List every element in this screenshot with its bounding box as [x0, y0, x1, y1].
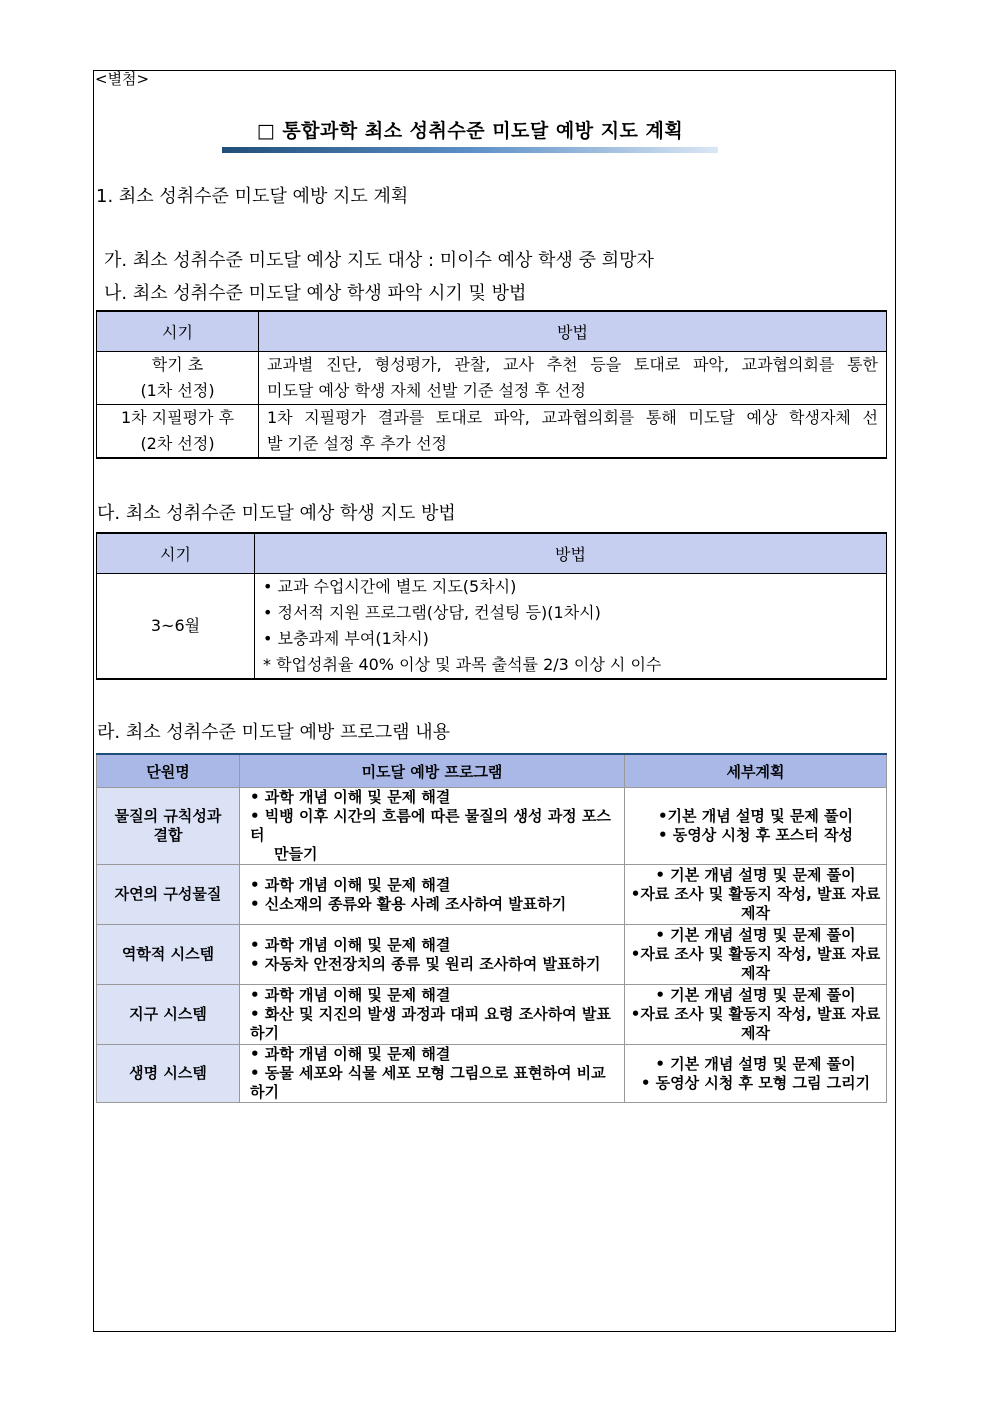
program-line: • 신소재의 종류와 활용 사례 조사하여 발표하기 — [250, 894, 567, 913]
table3-header-program: 미도달 예방 프로그램 — [240, 754, 625, 788]
table1-method-cell — [259, 404, 887, 458]
table-row — [97, 985, 887, 1045]
table1-header-method: 방법 — [259, 311, 887, 351]
plan-cell — [625, 788, 887, 865]
attachment-label: <별첨> — [95, 70, 150, 88]
table-row — [97, 1045, 887, 1103]
table-row — [97, 788, 887, 865]
plan-line: 제작 — [741, 904, 770, 922]
guidance-method-table — [96, 532, 887, 680]
method-line: • 정서적 지원 프로그램(상담, 컨설팅 등)(1차시) — [263, 602, 601, 622]
program-cell — [240, 1045, 625, 1103]
table2-header-when: 시기 — [97, 533, 255, 573]
plan-line: • 기본 개념 설명 및 문제 풀이 — [655, 986, 856, 1004]
program-line: • 화산 및 지진의 발생 과정과 대피 요령 조사하여 발표하기 — [250, 1005, 611, 1042]
plan-line: •자료 조사 및 활동지 작성, 발표 자료 — [630, 1005, 881, 1023]
unit-cell: 생명 시스템 — [97, 1045, 240, 1103]
when-line: (1차 선정) — [140, 380, 215, 400]
method-line: • 보충과제 부여(1차시) — [263, 628, 429, 648]
plan-line: • 기본 개념 설명 및 문제 풀이 — [655, 1054, 856, 1073]
program-line: • 과학 개념 이해 및 문제 해결 — [250, 788, 451, 806]
program-line: • 과학 개념 이해 및 문제 해결 — [250, 986, 451, 1004]
unit-cell: 지구 시스템 — [97, 985, 240, 1045]
program-line: • 과학 개념 이해 및 문제 해결 — [250, 875, 451, 894]
plan-line: •기본 개념 설명 및 문제 풀이 — [657, 807, 854, 825]
section-heading-1: 1. 최소 성취수준 미도달 예방 지도 계획 — [96, 186, 409, 207]
table-row — [97, 865, 887, 925]
plan-line: 제작 — [741, 964, 770, 982]
table2-period-cell: 3~6월 — [97, 573, 255, 679]
plan-cell — [625, 985, 887, 1045]
method-line: 발 기준 설정 후 추가 선정 — [267, 433, 447, 453]
table1-header-when: 시기 — [97, 311, 259, 351]
table-row — [97, 404, 887, 458]
item-ga: 가. 최소 성취수준 미도달 예상 지도 대상 : 미이수 예상 학생 중 희망자 — [104, 250, 654, 271]
plan-line: •자료 조사 및 활동지 작성, 발표 자료 — [630, 885, 881, 903]
plan-line: 제작 — [741, 1024, 770, 1042]
program-cell — [240, 865, 625, 925]
table3-header-unit: 단원명 — [97, 754, 240, 788]
program-cell — [240, 985, 625, 1045]
plan-line: • 동영상 시청 후 포스터 작성 — [657, 826, 854, 844]
method-line: 1차 지필평가 결과를 토대로 파악, 교과협의회를 통해 미도달 예상 학생자체 선 — [267, 407, 878, 427]
method-line: 교과별 진단, 형성평가, 관찰, 교사 추천 등을 토대로 파악, 교과협의회를 통한 — [267, 354, 878, 374]
document-title: □ 통합과학 최소 성취수준 미도달 예방 지도 계획 — [256, 120, 684, 142]
plan-line: • 기본 개념 설명 및 문제 풀이 — [655, 926, 856, 944]
plan-line: •자료 조사 및 활동지 작성, 발표 자료 — [630, 945, 881, 963]
table2-method-cell — [255, 573, 887, 679]
method-line: * 학업성취율 40% 이상 및 과목 출석률 2/3 이상 시 이수 — [263, 654, 662, 674]
document-title-block — [222, 116, 718, 153]
unit-name: 물질의 규칙성과 결합 — [114, 807, 222, 844]
method-line: • 교과 수업시간에 별도 지도(5차시) — [263, 576, 517, 596]
plan-cell — [625, 1045, 887, 1103]
plan-line: • 기본 개념 설명 및 문제 풀이 — [655, 866, 856, 884]
program-cell — [240, 788, 625, 865]
plan-line: • 동영상 시청 후 모형 그림 그리기 — [640, 1073, 871, 1092]
table1-method-cell — [259, 351, 887, 404]
method-line: 미도달 예상 학생 자체 선발 기준 설정 후 선정 — [267, 380, 586, 400]
when-line: 학기 초 — [151, 354, 204, 374]
table-row — [97, 925, 887, 985]
program-cell — [240, 925, 625, 985]
unit-cell — [97, 788, 240, 865]
item-na: 나. 최소 성취수준 미도달 예상 학생 파악 시기 및 방법 — [104, 283, 527, 304]
plan-cell — [625, 865, 887, 925]
table1-when-cell — [97, 351, 259, 404]
program-line: • 자동차 안전장치의 종류 및 원리 조사하여 발표하기 — [250, 954, 601, 973]
table3-header-plan: 세부계획 — [625, 754, 887, 788]
when-line: (2차 선정) — [140, 433, 215, 453]
table2-header-method: 방법 — [255, 533, 887, 573]
unit-cell: 역학적 시스템 — [97, 925, 240, 985]
item-ra: 라. 최소 성취수준 미도달 예방 프로그램 내용 — [97, 722, 451, 743]
table-row — [97, 351, 887, 404]
item-da: 다. 최소 성취수준 미도달 예상 학생 지도 방법 — [97, 503, 456, 524]
plan-cell — [625, 925, 887, 985]
table1-when-cell — [97, 404, 259, 458]
program-line: • 동물 세포와 식물 세포 모형 그림으로 표현하여 비교하기 — [250, 1064, 606, 1101]
title-underline-bar — [222, 147, 718, 153]
program-content-table — [96, 753, 887, 1103]
program-line: • 과학 개념 이해 및 문제 해결 — [250, 935, 451, 954]
when-line: 1차 지필평가 후 — [120, 407, 235, 427]
program-line: 만들기 — [274, 845, 318, 863]
selection-timing-table — [96, 310, 887, 459]
table-row — [97, 573, 887, 679]
program-line: • 과학 개념 이해 및 문제 해결 — [250, 1045, 451, 1063]
unit-cell: 자연의 구성물질 — [97, 865, 240, 925]
program-line: • 빅뱅 이후 시간의 흐름에 따른 물질의 생성 과정 포스터 — [250, 807, 611, 844]
